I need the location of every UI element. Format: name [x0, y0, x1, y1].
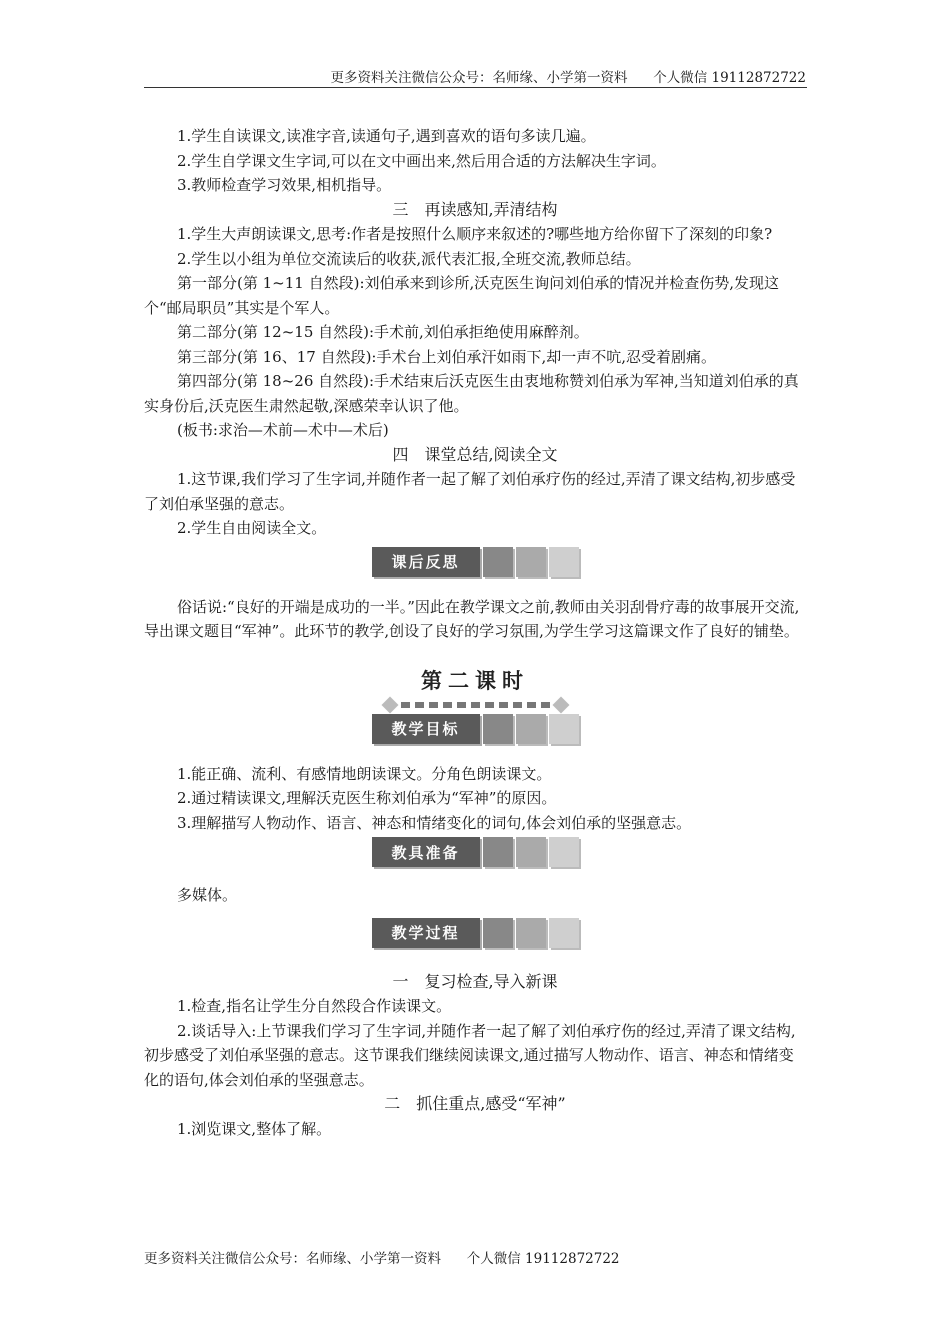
banner-square: [549, 918, 579, 948]
process-banner: [144, 916, 806, 950]
paragraph: 1.检查,指名让学生分自然段合作读课文。: [177, 997, 452, 1015]
banner-square: [483, 918, 513, 948]
paragraph: 1.学生自读课文,读准字音,读通句子,遇到喜欢的语句多读几遍。: [177, 127, 596, 145]
banner-square: [516, 918, 546, 948]
paragraph: 2.学生自由阅读全文。: [177, 519, 327, 537]
banner-square: [549, 714, 579, 744]
paragraph: 2.学生以小组为单位交流读后的收获,派代表汇报,全班交流,教师总结。: [177, 249, 641, 268]
section-heading: 三 再读感知,弄清结构: [392, 199, 558, 219]
banner-label: 教学过程: [372, 918, 480, 948]
page-content: [144, 124, 806, 1141]
banner-square: [516, 837, 546, 867]
banner-square: [483, 837, 513, 867]
section-heading: 四 课堂总结,阅读全文: [392, 444, 558, 464]
page-footer: 更多资料关注微信公众号：名师缘、小学第一资料 个人微信 19112872722: [144, 1251, 620, 1267]
objectives-banner: [144, 712, 806, 746]
tools-banner: [144, 835, 806, 869]
paragraph: (板书:求治—术前—术中—术后): [177, 421, 389, 439]
paragraph: 第一部分(第 1~11 自然段):刘伯承来到诊所,沃克医生询问刘伯承的情况并检查伤势,发现这个“邮局职员”其实是个军人。: [144, 274, 780, 317]
lesson-title: [144, 664, 806, 712]
banner-label: 教学目标: [372, 714, 480, 744]
paragraph: 1.学生大声朗读课文,思考:作者是按照什么顺序来叙述的?哪些地方给你留下了深刻的印象?: [177, 225, 773, 243]
paragraph: 2.学生自学课文生字词,可以在文中画出来,然后用合适的方法解决生字词。: [177, 151, 666, 170]
banner-label: 教具准备: [372, 837, 480, 867]
paragraph: 1.浏览课文,整体了解。: [177, 1119, 332, 1138]
paragraph: 1.这节课,我们学习了生字词,并随作者一起了解了刘伯承疗伤的经过,弄清了课文结构,初步感受了刘伯承坚强的意志。: [144, 470, 796, 513]
banner-square: [516, 714, 546, 744]
banner-square: [549, 547, 579, 577]
banner-label: 课后反思: [372, 547, 480, 577]
paragraph: 第四部分(第 18~26 自然段):手术结束后沃克医生由衷地称赞刘伯承为军神,当知道刘伯承的真实身份后,沃克医生肃然起敬,深感荣幸认识了他。: [144, 372, 799, 415]
title-decoration: [384, 699, 567, 711]
header-divider: [144, 87, 807, 88]
paragraph: 第二部分(第 12~15 自然段):手术前,刘伯承拒绝使用麻醉剂。: [177, 323, 589, 341]
banner-square: [549, 837, 579, 867]
paragraph: 3.理解描写人物动作、语言、神态和情绪变化的词句,体会刘伯承的坚强意志。: [177, 813, 692, 832]
paragraph: 2.谈话导入:上节课我们学习了生字词,并随作者一起了解了刘伯承疗伤的经过,弄清了课文结构,初步感受了刘伯承坚强的意志。这节课我们继续阅读课文,通过描写人物动作、语言、神态和情绪变化的语句,体会刘伯承的坚强意志。: [144, 1021, 796, 1089]
paragraph: 俗话说:“良好的开端是成功的一半。”因此在教学课文之前,教师由关羽刮骨疗毒的故事展开交流,导出课文题目“军神”。此环节的教学,创设了良好的学习氛围,为学生学习这篇课文作了良好的铺垫。: [144, 597, 800, 640]
reflection-banner: [144, 545, 806, 579]
banner-square: [483, 714, 513, 744]
paragraph: 第三部分(第 16、17 自然段):手术台上刘伯承汗如雨下,却一声不吭,忍受着剧痛。: [177, 347, 717, 366]
banner-square: [516, 547, 546, 577]
section-heading: 二 抓住重点,感受“军神”: [384, 1094, 566, 1113]
paragraph: 多媒体。: [177, 886, 238, 904]
banner-square: [483, 547, 513, 577]
paragraph: 1.能正确、流利、有感情地朗读课文。分角色朗读课文。: [177, 764, 552, 783]
paragraph: 3.教师检查学习效果,相机指导。: [177, 176, 392, 194]
lesson-title-text: 第二课时: [421, 668, 529, 693]
section-heading: 一 复习检查,导入新课: [392, 971, 558, 991]
page-header: 更多资料关注微信公众号：名师缘、小学第一资料 个人微信 19112872722: [330, 70, 806, 86]
paragraph: 2.通过精读课文,理解沃克医生称刘伯承为“军神”的原因。: [177, 789, 557, 807]
